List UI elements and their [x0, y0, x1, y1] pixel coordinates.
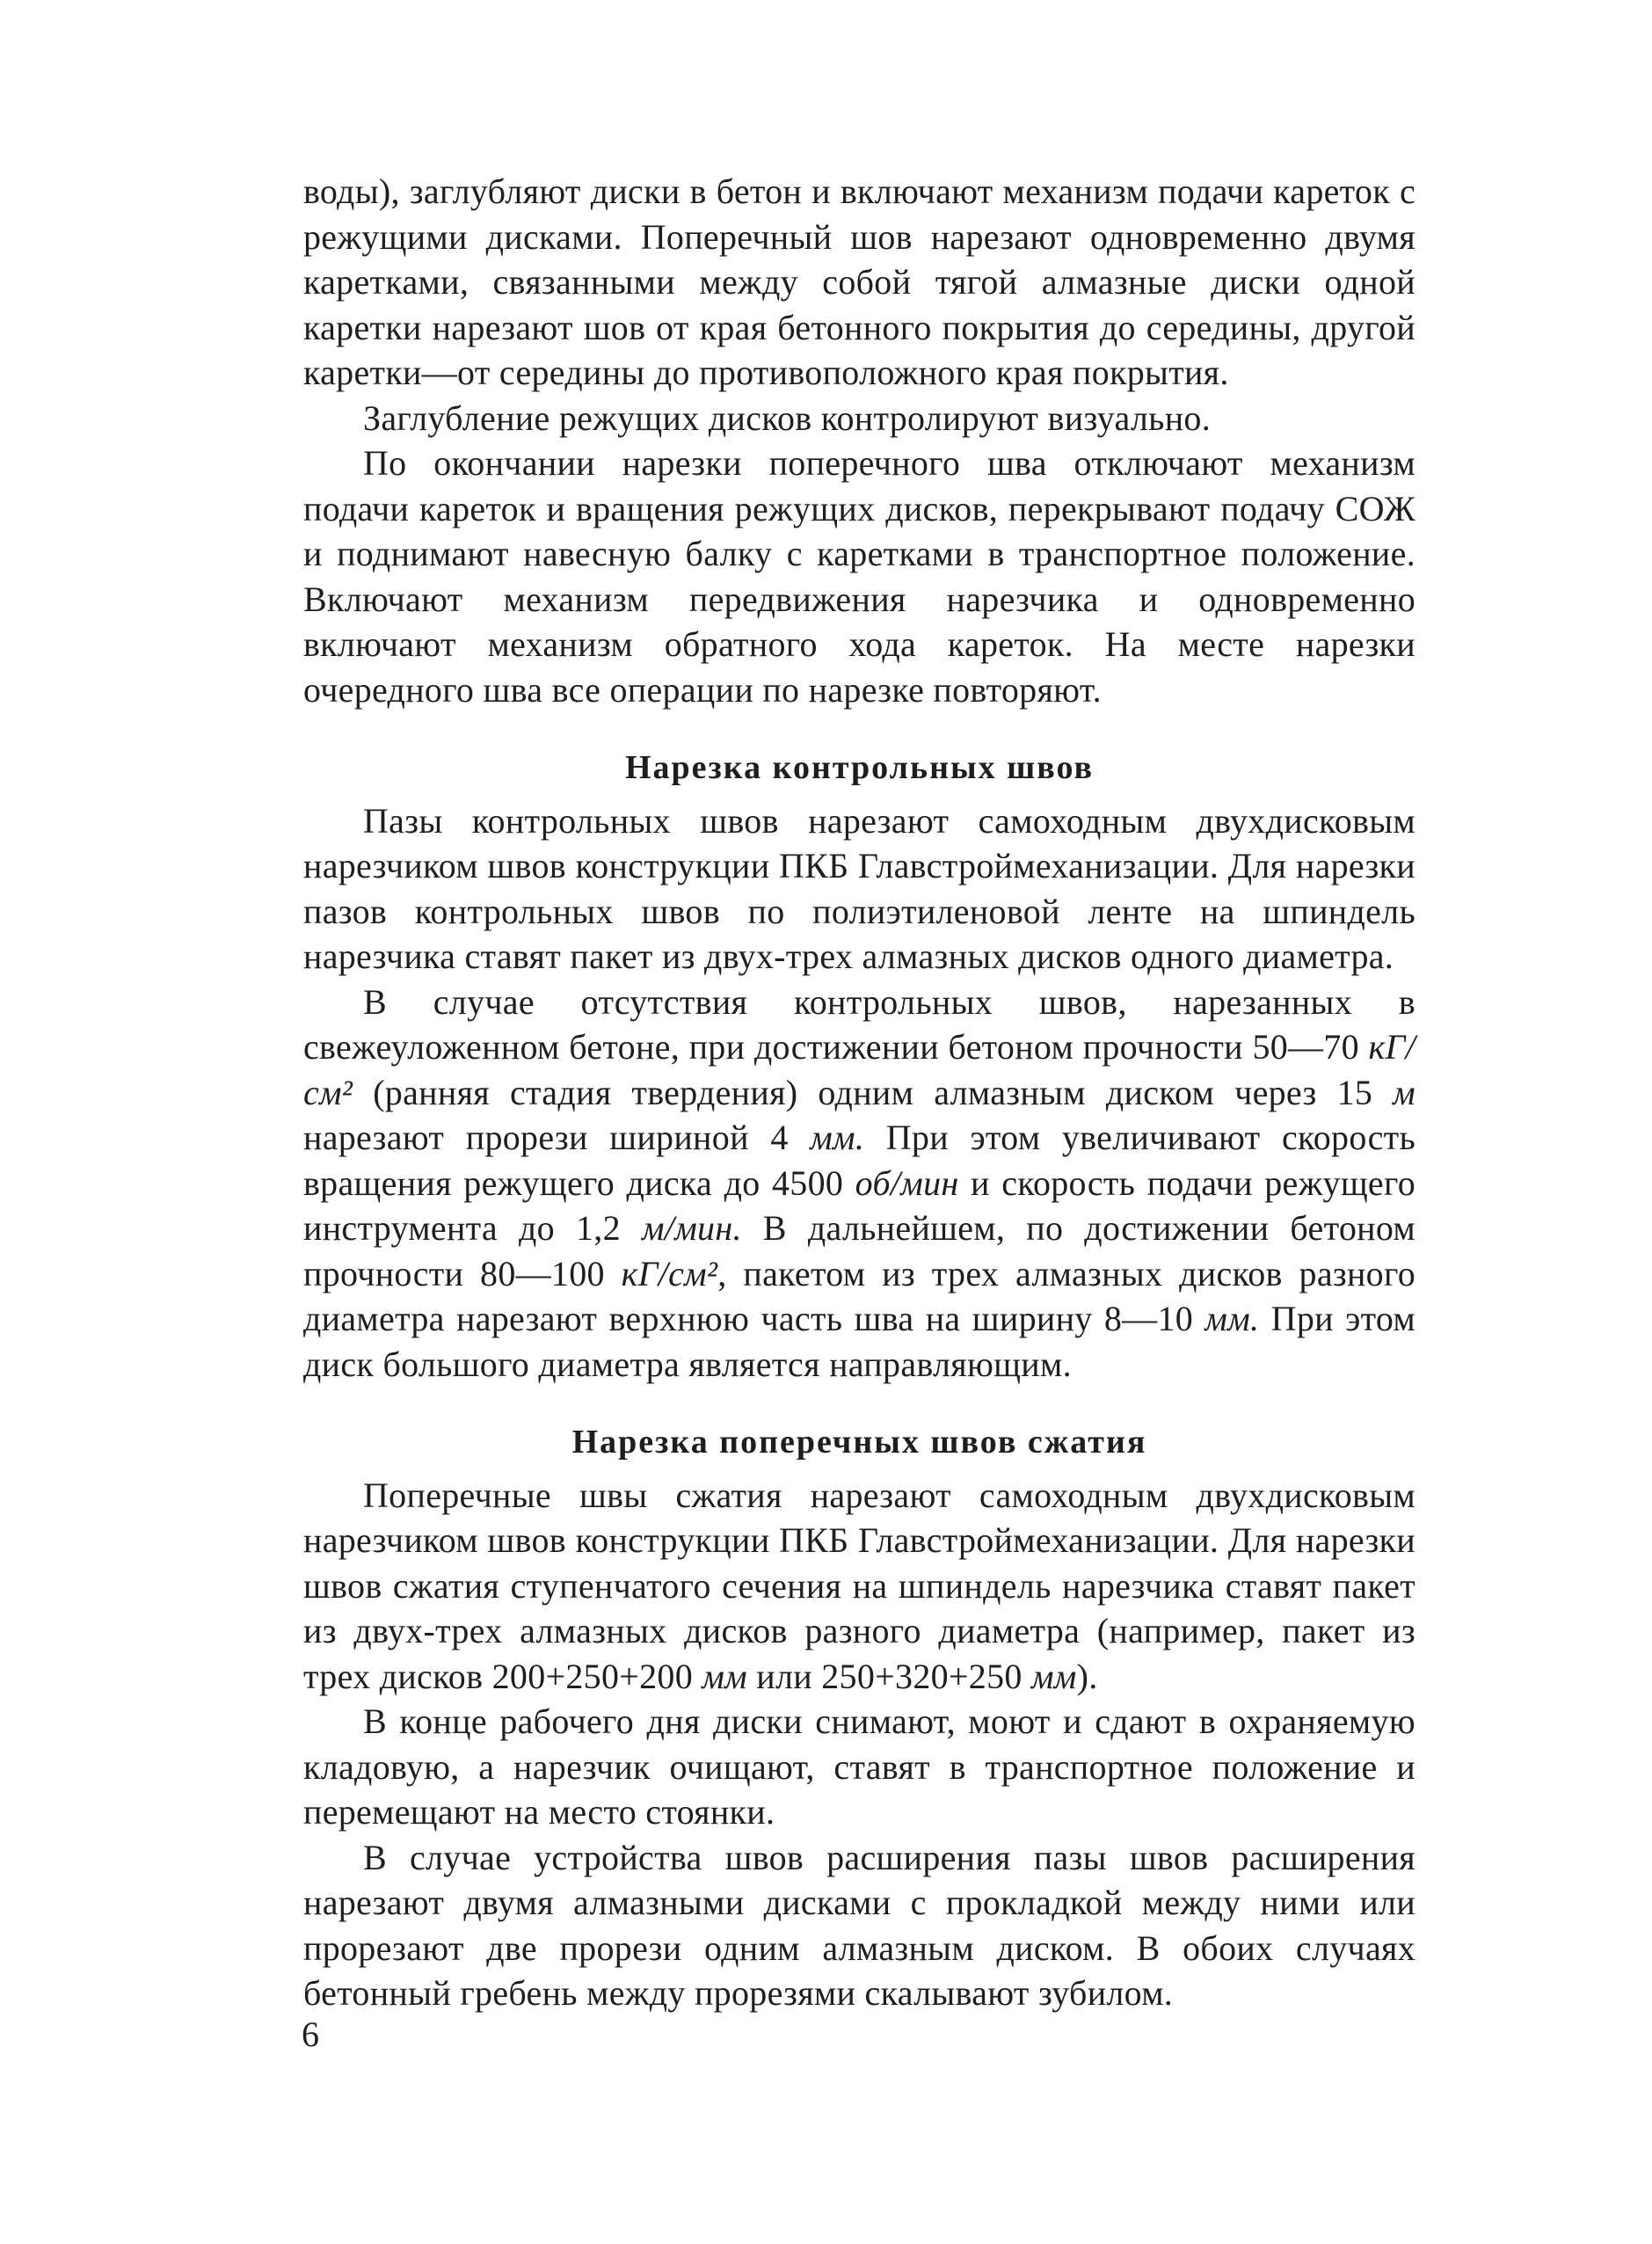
text-run: и скорость подачи режущего инструмента до 1,2 — [303, 1162, 1415, 1248]
heading-compression-joints: Нарезка поперечных швов сжатия — [571, 1424, 1147, 1461]
paragraph-compression-2: В конце рабочего дня диски снимают, моют и сдают в охраняемую кладовую, а нарезчик очищают, ставят в транспортное положение и перемещают на место стоянки. — [303, 1701, 1415, 1832]
paragraph-control-2 — [303, 980, 1415, 1388]
paragraph-compression-1 — [303, 1473, 1415, 1700]
spacer — [303, 1466, 1415, 1473]
spacer — [303, 712, 1415, 746]
text-run: (ранняя стадия твердения) одним алмазным диском через 15 — [353, 1072, 1394, 1112]
text-run: Поперечные швы сжатия нарезают самоходным двухдисковым нарезчиком швов конструкции ПКБ Главстроймеханизации. Для нарезки швов сжатия ступенчатого сечения на шпиндель нарезчика ставят пакет из двух-трех алмазных дисков разного диаметра (например, пакет из трех дисков 200+250+200 — [303, 1475, 1415, 1696]
spacer — [303, 1387, 1415, 1420]
text-run: нарезают прорези шириной 4 — [303, 1118, 811, 1157]
paragraph-intro-1: воды), заглубляют диски в бетон и включают механизм подачи кареток с режущими дисками. Поперечный шов нарезают одновременно двумя каретками, связанными между собой тягой алмазные диски одной каретки нарезают шов от края бетонного покрытия до середины, другой каретки—от середины до противоположного края покрытия. — [303, 171, 1415, 392]
text-run: В дальнейшем, по достижении бетоном прочности 80—100 — [303, 1208, 1415, 1293]
text-run: ). — [1076, 1656, 1098, 1696]
paragraph-intro-2: Заглубление режущих дисков контролируют визуально. — [363, 397, 1212, 438]
page-number: 6 — [302, 2014, 319, 2054]
text-run: При этом увеличивают скорость вращения режущего диска до 4500 — [303, 1118, 1415, 1203]
unit: кГ/см² — [621, 1253, 718, 1293]
unit: м — [1393, 1072, 1415, 1112]
unit: кГ/см² — [303, 1027, 1415, 1112]
text-run: При этом диск большого диаметра является направляющим. — [303, 1299, 1415, 1384]
spacer — [303, 791, 1415, 798]
text-column — [303, 169, 1415, 2016]
text-run: или 250+320+250 — [746, 1656, 1031, 1696]
unit: мм. — [810, 1118, 865, 1157]
text-run: В случае отсутствия контрольных швов, нарезанных в свежеуложенном бетоне, при достижении бетоном прочности 50—70 — [303, 981, 1415, 1067]
paragraph-control-1: Пазы контрольных швов нарезают самоходным двухдисковым нарезчиком швов конструкции ПКБ Главстроймеханизации. Для нарезки пазов контрольных швов по полиэтиленовой ленте на шпиндель нарезчика ставят пакет из двух-трех алмазных дисков одного диаметра. — [303, 800, 1415, 976]
text-run: , пакетом из трех алмазных дисков разного диаметра нарезают верхнюю часть шва на ширину 8—10 — [303, 1253, 1415, 1338]
unit: мм — [1030, 1656, 1077, 1696]
paragraph-intro-3: По окончании нарезки поперечного шва отключают механизм подачи кареток и вращения режущих дисков, перекрывают подачу СОЖ и поднимают навесную балку с каретками в транспортное положение. Включают механизм передвижения нарезчика и одновременно включают механизм обратного хода кареток. На месте нарезки очередного шва все операции по нарезке повторяют. — [303, 443, 1415, 710]
unit: мм. — [1204, 1299, 1260, 1338]
heading-control-joints: Нарезка контрольных швов — [624, 749, 1095, 786]
unit: мм — [702, 1656, 747, 1696]
paragraph-compression-3: В случае устройства швов расширения пазы швов расширения нарезают двумя алмазными дисками с прокладкой между ними или прорезают две прорези одним алмазным диском. В обоих случаях бетонный гребень между прорезями скалывают зубилом. — [303, 1837, 1415, 2013]
unit: м/мин. — [641, 1208, 742, 1248]
unit: об/мин — [855, 1162, 959, 1203]
